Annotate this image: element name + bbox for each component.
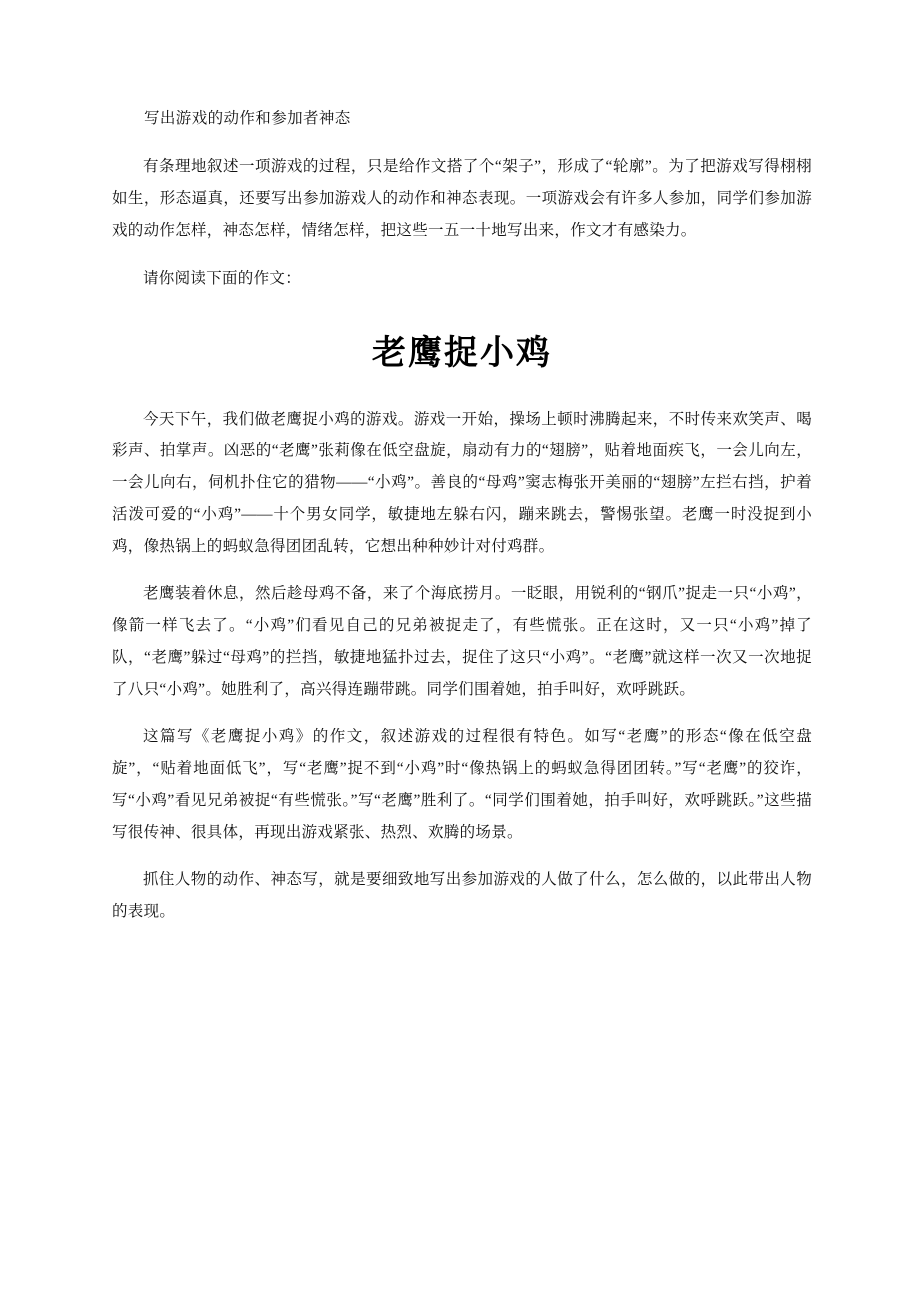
paragraph: 今天下午，我们做老鹰捉小鸡的游戏。游戏一开始，操场上顿时沸腾起来，不时传来欢笑声、喝彩声、拍掌声。凶恶的“老鹰”张莉像在低空盘旋，扇动有力的“翅膀”，贴着地面疾飞，一会儿向左，一会儿向右，伺机扑住它的猎物——“小鸡”。善良的“母鸡”窦志梅张开美丽的“翅膀”左拦右挡，护着活泼可爱的“小鸡”——十个男女同学，敏捷地左躲右闪，蹦来跳去，警惕张望。老鹰一时没捉到小鸡，像热锅上的蚂蚁急得团团乱转，它想出种种妙计对付鸡群。 <box>112 410 812 555</box>
document-body <box>112 104 812 944</box>
paragraph: 老鹰装着休息，然后趁母鸡不备，来了个海底捞月。一眨眼，用锐利的“钢爪”捉走一只“小鸡”，像箭一样飞去了。“小鸡”们看见自己的兄弟被捉走了，有些慌张。正在这时，又一只“小鸡”掉了队，“老鹰”躲过“母鸡”的拦挡，敏捷地猛扑过去，捉住了这只“小鸡”。“老鹰”就这样一次又一次地捉了八只“小鸡”。她胜利了，高兴得连蹦带跳。同学们围着她，拍手叫好，欢呼跳跃。 <box>112 585 812 698</box>
page-title: 老鹰捉小鸡 <box>372 332 552 373</box>
paragraph: 这篇写《老鹰捉小鸡》的作文，叙述游戏的过程很有特色。如写“老鹰”的形态“像在低空盘旋”，“贴着地面低飞”，写“老鹰”捉不到“小鸡”时“像热锅上的蚂蚁急得团团转。”写“老鹰”的狡诈，写“小鸡”看见兄弟被捉“有些慌张。”写“老鹰”胜利了。“同学们围着她，拍手叫好，欢呼跳跃。”这些描写很传神、很具体，再现出游戏紧张、热烈、欢腾的场景。 <box>112 728 812 841</box>
paragraph: 请你阅读下面的作文： <box>143 269 302 287</box>
paragraph: 抓住人物的动作、神态写，就是要细致地写出参加游戏的人做了什么，怎么做的，以此带出人物的表现。 <box>112 871 812 921</box>
intro-note: 写出游戏的动作和参加者神态 <box>144 110 351 127</box>
paragraph: 有条理地叙述一项游戏的过程，只是给作文搭了个“架子”，形成了“轮廓”。为了把游戏写得栩栩如生，形态逼真，还要写出参加游戏人的动作和神态表现。一项游戏会有许多人参加，同学们参加游戏的动作怎样，神态怎样，情绪怎样，把这些一五一十地写出来，作文才有感染力。 <box>112 158 812 239</box>
